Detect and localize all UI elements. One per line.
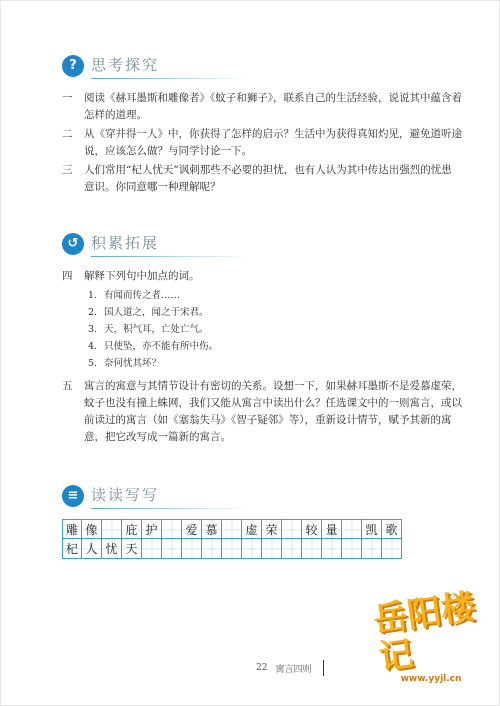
grid-cell [162, 519, 182, 539]
question-item [62, 162, 462, 196]
section-header-accumulate [62, 232, 159, 255]
grid-cell [322, 539, 342, 559]
section-title-readwrite: 读读写写 [91, 484, 159, 507]
grid-cell [342, 519, 362, 539]
question-five [62, 378, 462, 448]
grid-cell [242, 539, 262, 559]
vocabulary-item: 3. 天，积气耳，亡处亡气。 [88, 324, 209, 335]
page-number: 22 [256, 663, 268, 673]
question-text: 寓言的寓意与其情节设计有密切的关系。设想一下，如果赫耳墨斯不是爱慕虚荣，蚊子也没有撞上蛛网，我们又能从寓言中读出什么？任选课文中的一则寓言，或以前读过的寓言（如《塞翁失马》《智子疑邻》等），重新设计情节，赋予其新的寓意，把它改写成一篇新的寓言。 [84, 380, 462, 443]
grid-cell [162, 539, 182, 559]
grid-cell: 凯 [362, 519, 382, 539]
grid-cell: 荣 [262, 519, 282, 539]
grid-cell [202, 539, 222, 559]
grid-cell [302, 539, 322, 559]
grid-cell: 雕 [62, 519, 82, 539]
vocabulary-item: 1. 有闻而传之者…… [88, 290, 181, 301]
footer-divider [323, 660, 324, 676]
question-text: 解释下列句中加点的词。 [84, 270, 200, 282]
grid-cell: 人 [82, 539, 102, 559]
grid-cell [282, 519, 302, 539]
question-text: 人们常用“杞人忧天”讽刺那些不必要的担忧，也有人认为其中传达出强烈的忧患意识。你同意哪一种理解呢？ [84, 164, 452, 193]
vocabulary-item: 5. 奈何忧其坏？ [88, 358, 162, 369]
grid-cell [102, 519, 122, 539]
grid-cell: 忧 [102, 539, 122, 559]
grid-cell: 庇 [122, 519, 142, 539]
question-number: 四 [62, 270, 73, 282]
watermark-logo [371, 586, 486, 692]
grid-cell: 杞 [62, 539, 82, 559]
question-number: 二 [62, 128, 73, 140]
grid-cell: 歌 [382, 519, 402, 539]
grid-cell [362, 539, 382, 559]
question-item [62, 90, 462, 124]
grid-cell [182, 539, 202, 559]
vocabulary-item: 2. 国人道之，闻之于宋君。 [88, 307, 209, 318]
grid-cell: 虚 [242, 519, 262, 539]
question-text: 阅读《赫耳墨斯和雕像者》《蚊子和狮子》，联系自己的生活经验，说说其中蕴含着怎样的道理。 [84, 92, 462, 121]
header-rule [91, 78, 251, 79]
grid-cell: 较 [302, 519, 322, 539]
watermark-brand: 岳阳楼记 [371, 586, 478, 679]
question-number: 五 [62, 380, 73, 392]
list-icon: ≡ [62, 485, 84, 507]
unit-title: 寓言四则 [275, 664, 312, 675]
grid-cell [222, 519, 242, 539]
question-item [62, 378, 462, 446]
question-text: 从《穿井得一人》中，你获得了怎样的启示？生活中为获得真知灼见，避免道听途说，应该怎么做？与同学讨论一下。 [84, 128, 462, 157]
writing-grid [62, 519, 402, 559]
grid-cell: 慕 [202, 519, 222, 539]
question-item [62, 126, 462, 160]
grid-cell [262, 539, 282, 559]
question-number: 三 [62, 164, 73, 176]
section-header-readwrite [62, 484, 159, 507]
grid-cell: 天 [122, 539, 142, 559]
grid-cell: 量 [322, 519, 342, 539]
grid-cell [222, 539, 242, 559]
refresh-icon: ↺ [62, 233, 84, 255]
section-header-think [62, 54, 159, 77]
vocabulary-item: 4. 只使坠，亦不能有所中伤。 [88, 341, 219, 352]
grid-cell [282, 539, 302, 559]
question-four [62, 268, 462, 287]
vocabulary-list [88, 287, 218, 372]
question-item [62, 268, 462, 285]
question-number: 一 [62, 92, 73, 104]
grid-cell: 护 [142, 519, 162, 539]
header-rule [91, 256, 251, 257]
section-title-accumulate: 积累拓展 [91, 232, 159, 255]
watermark-site: www.yyjl.cn [400, 674, 462, 684]
grid-cell: 像 [82, 519, 102, 539]
grid-row [62, 539, 402, 559]
grid-cell: 爱 [182, 519, 202, 539]
grid-cell [142, 539, 162, 559]
header-rule [91, 508, 251, 509]
grid-cell [342, 539, 362, 559]
question-icon: ? [62, 55, 84, 77]
grid-cell [382, 539, 402, 559]
page-footer [256, 660, 324, 676]
grid-row [62, 519, 402, 539]
question-list [62, 90, 462, 198]
section-title-think: 思考探究 [91, 54, 159, 77]
